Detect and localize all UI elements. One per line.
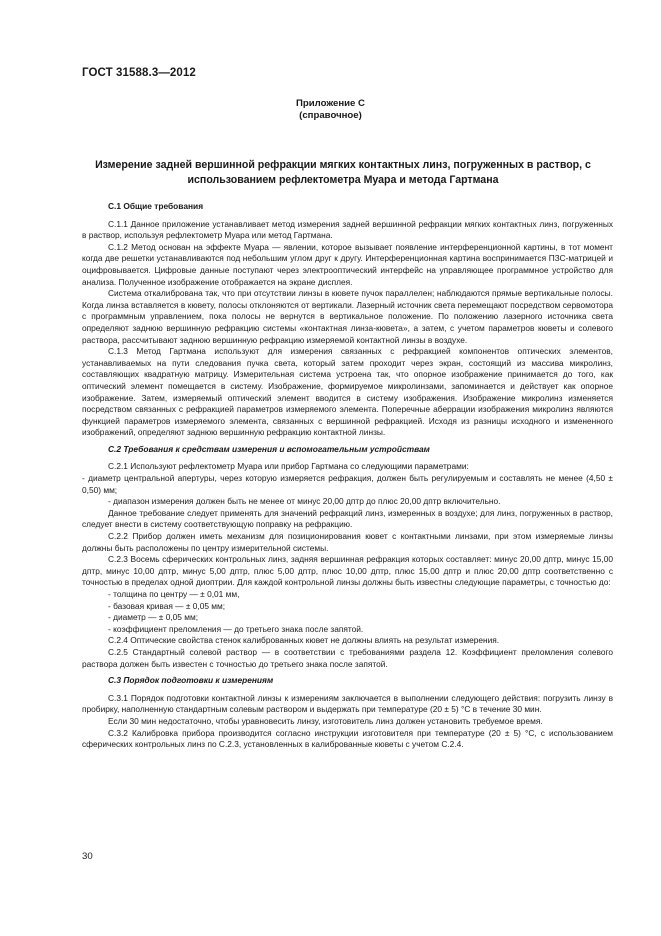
paragraph-c3-2: С.3.2 Калибровка прибора производится согласно инструкции изготовителя при температуре (20 ± 5) °С, с использованием сферических контрольных линз по С.2.3, установленных в калиброванные кюветы с учетом С.2.4. [82, 727, 613, 750]
list-item-c2-3d: - коэффициент преломления — до третьего знака после запятой. [108, 623, 364, 634]
section-heading-c1: С.1 Общие требования [108, 201, 204, 211]
paragraph-c2-5: С.2.5 Стандартный солевой раствор — в соответствии с требованиями раздела 12. Коэффициент преломления солевого раствора должен быть известен с точностью до третьего знака после запятой. [82, 646, 613, 669]
paragraph-c3-1: С.3.1 Порядок подготовки контактной линзы к измерениям заключается в выполнении следующего действия: погрузить линзу в пробирку, наполненную стандартным солевым раствором и выдержать при температуре (20 ± 5) °С в течение 30 мин. [82, 692, 613, 715]
list-item-c2-3a: - толщина по центру — ± 0,01 мм, [108, 589, 240, 599]
page-number: 30 [82, 851, 93, 862]
paragraph-c1-2: С.1.2 Метод основан на эффекте Муара — явлении, которое вызывает появление интерференционной картины, в тот момент когда две решетки устанавливаются под небольшим углом друг к другу. Интерференционная картина воспринимается ПЗС-матрицей и оцифровывается. Цифровые данные поступают через электрооптический интерфейс на управляющее программное устройство для анализа. Полученное изображение отображается на экране дисплея. [82, 241, 613, 287]
list-item-c2-3c: - диаметр — ± 0,05 мм; [108, 612, 199, 623]
paragraph-c2-4: С.2.4 Оптические свойства стенок калиброванных кювет не должны влиять на результат измерения. [108, 635, 500, 646]
list-item-c2-3b: - базовая кривая — ± 0,05 мм; [108, 600, 226, 611]
section-heading-c2: С.2 Требования к средствам измерения и вспомогательным устройствам [108, 443, 430, 454]
standard-header: ГОСТ 31588.3—2012 [82, 67, 196, 79]
annex-note: (справочное) [299, 110, 362, 121]
paragraph-c1-2b: Система откалибрована так, что при отсутствии линзы в кювете пучок параллелен; наблюдаются прямые вертикальные полосы. Когда линза вставляется в кювету, полосы отклоняются от вертикали. Лазерный источник света перемещают посредством сервомотора с программным управлением, пока полосы не вернутся в вертикальное положение. По положению лазерного источника света определяют заднюю вершинную рефракцию системы «контактная линза-кювета», а затем, с учетом параметров кюветы и солевого раствора, рассчитывают заднюю вершинную рефракцию измеряемой контактной линзы в воздухе. [82, 288, 613, 345]
list-item-c2-1b: - диапазон измерения должен быть не менее от минус 20,00 дптр до плюс 20,00 дптр включительно. [108, 496, 501, 507]
paragraph-c2-1: С.2.1 Используют рефлектометр Муара или прибор Гартмана со следующими параметрами: [108, 461, 469, 472]
paragraph-c2-3: С.2.3 Восемь сферических контрольных линз, задняя вершинная рефракция которых составляет: минус 20,00 дптр, минус 15,00 дптр, минус 10,00 дптр, минус 5,00 дптр, плюс 5,00 дптр, плюс 10,00 дптр, плюс 15,00 дптр и плюс 20,00 дптр соответственно с точностью в пределах одной диоптрии. Для каждой контрольной линзы должны быть известны следующие параметры, с точностью до: [82, 554, 613, 588]
paragraph-c2-1c: Данное требование следует применять для значений рефракций линз, измеренных в воздухе; для линз, погруженных в раствор, следует внести в систему соответствующую поправку на рефракцию. [82, 507, 613, 530]
annex-label: Приложение С [296, 98, 365, 109]
section-heading-c3: С.3 Порядок подготовки к измерениям [108, 675, 274, 686]
document-title: Измерение задней вершинной рефракции мягких контактных линз, погруженных в раствор, с использованием рефлектометра Муара и метода Гартмана [95, 159, 591, 186]
paragraph-c3-1b: Если 30 мин недостаточно, чтобы уравновесить линзу, изготовитель линз должен установить требуемое время. [108, 715, 543, 726]
list-item-c2-1a: - диаметр центральной апертуры, через которую измеряется рефракция, должен быть регулируемым и составлять не менее (4,50 ± 0,50) мм; [82, 473, 613, 495]
paragraph-c1-3: С.1.3 Метод Гартмана используют для измерения связанных с рефракцией компонентов оптических элементов, устанавливаемых на пути следования пучка света, который затем проходит через экран, состоящий из массива микролинз, составляющих квадратную матрицу. Измерительная система устроена так, что опорное изображение принимается до того, как оптический элемент помещается в систему. Изображение, формируемое микролинзами, запоминается и действует как опорное изображение. Затем, измеряемый оптический элемент вводится в систему изображения. Изображение микролинз изменяется посредством связанных с рефракцией параметров измеряемого элемента. Поперечные аберрации изображения микролинз являются функцией параметров измеряемого элемента, связанных с вершинной рефракцией. Исходя из разницы исходного и измененного изображений, определяют заднюю вершинную рефракцию контактной линзы. [82, 346, 613, 438]
paragraph-c2-2: С.2.2 Прибор должен иметь механизм для позиционирования кювет с контактными линзами, при этом измеряемые линзы должны быть расположены по центру измерительной системы. [82, 531, 613, 553]
paragraph-c1-1: С.1.1 Данное приложение устанавливает метод измерения задней вершинной рефракции мягких контактных линз, погруженных в раствор, используя рефлектометр Муара или метод Гартмана. [82, 218, 613, 241]
document-body [82, 196, 613, 751]
